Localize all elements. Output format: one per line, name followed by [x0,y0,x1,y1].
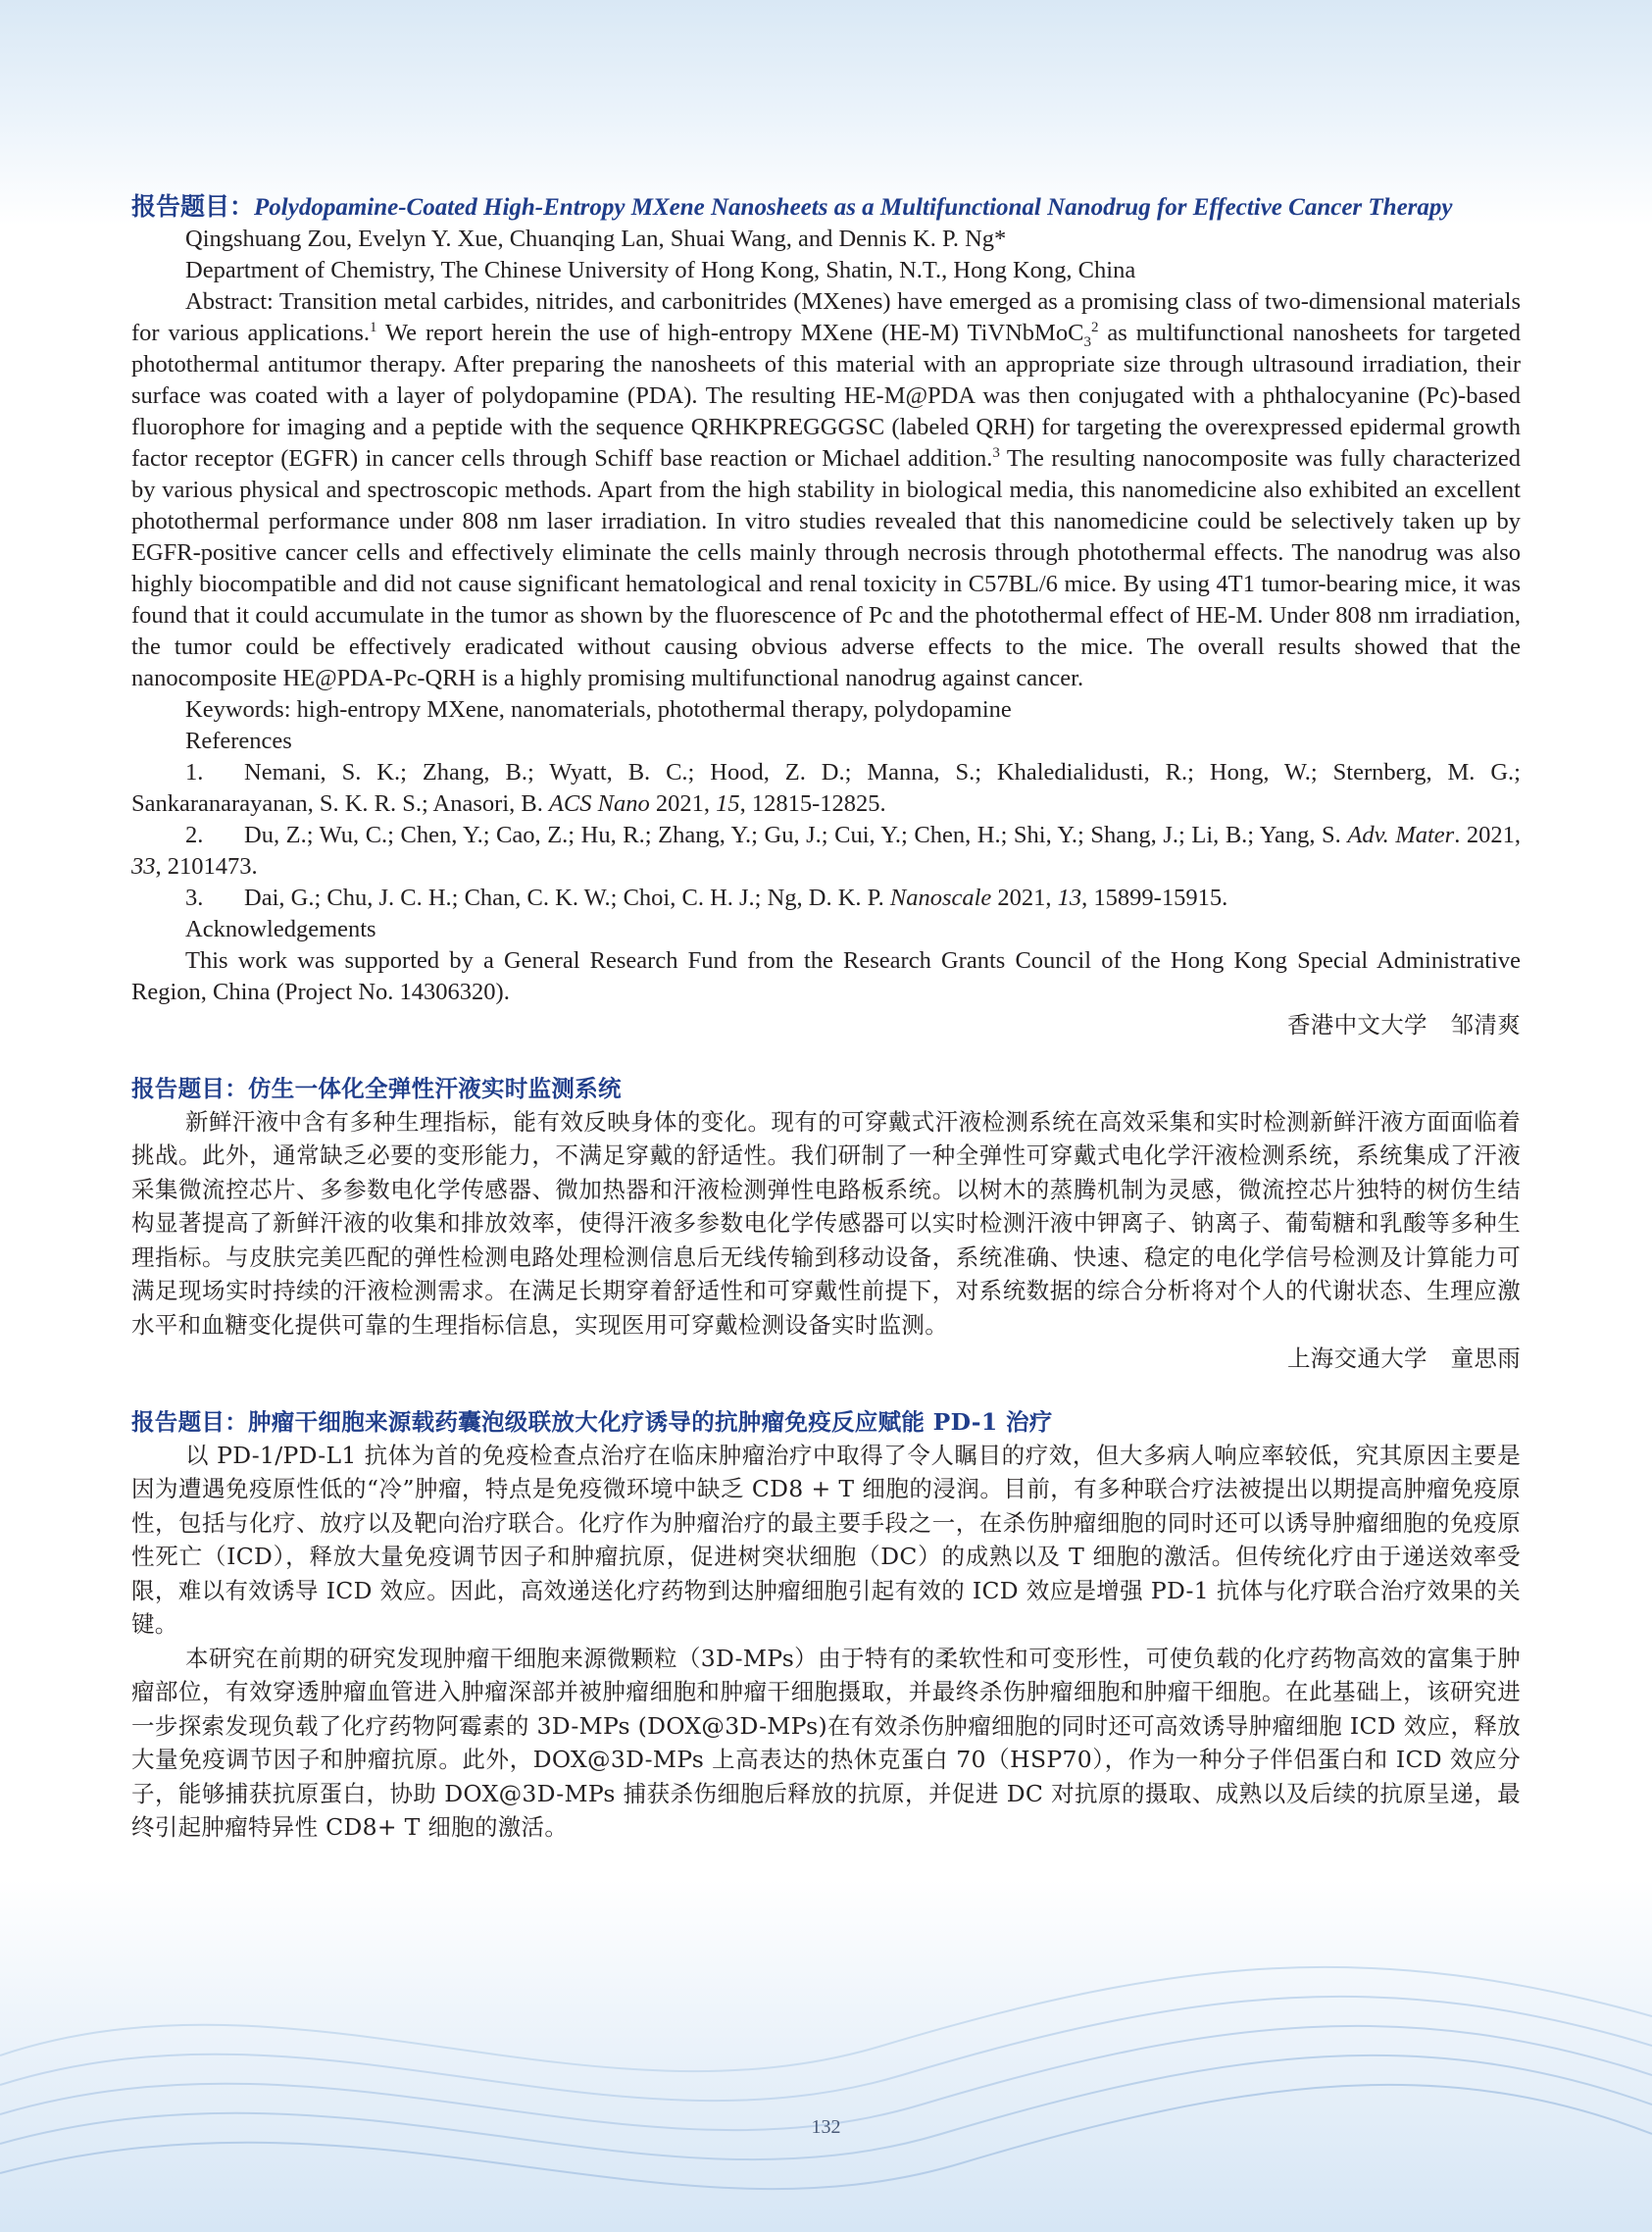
report-title [131,1072,1521,1105]
abstract-part: We report herein the use of high-entropy MXene (HE-M) TiVNbMoC [376,320,1084,346]
reference-item [131,883,1521,914]
reference-authors: Du, Z.; Wu, C.; Chen, Y.; Cao, Z.; Hu, R.; Zhang, Y.; Gu, J.; Cui, Y.; Chen, H.; Shi, Y.; Shang, J.; Li, B.; Yang, S. [244,822,1348,848]
footer-wave-decoration [0,1879,1652,2232]
reference-journal: Nanoscale [889,885,992,911]
abstract-part: The resulting nanocomposite was fully characterized by various physical and spectroscopic methods. Apart from the high stability in biological media, this nanomedicine also exhibited an excellent photothermal performance under 808 nm laser irradiation. In vitro studies revealed that this nanomedicine could be selectively taken up by EGFR-positive cancer cells and effectively eliminate the cells mainly through necrosis through photothermal effects. The nanodrug was also highly biocompatible and did not cause significant hematological and renal toxicity in C57BL/6 mice. By using 4T1 tumor-bearing mice, it was found that it could accumulate in the tumor as shown by the fluorescence of Pc and the photothermal effect of HE-M. Under 808 nm irradiation, the tumor could be effectively eradicated without causing obvious adverse effects to the mice. The overall results showed that the nanocomposite HE@PDA-Pc-QRH is a highly promising multifunctional nanodrug against cancer. [131,445,1521,691]
reference-year: 2021, [991,885,1058,911]
reference-number: 3. [185,885,204,911]
reference-pages: , 2101473. [155,853,258,880]
title-prefix: 报告题目： [131,1407,248,1436]
reference-authors: Dai, G.; Chu, J. C. H.; Chan, C. K. W.; Choi, C. H. J.; Ng, D. K. P. [244,885,890,911]
reference-volume: 33 [131,853,156,880]
abstract-part: Abstract: Transition metal carbides, nitrides, and carbonitrides (MXenes) have emerged as a promising class of two-dimensional materials for various applications. [131,288,1521,346]
acknowledgements-heading: Acknowledgements [185,916,376,942]
report-1 [131,192,1521,1042]
title-prefix: 报告题目： [131,1074,248,1102]
reference-item [131,820,1521,883]
department: Department of Chemistry, The Chinese University of Hong Kong, Shatin, N.T., Hong Kong, China [185,257,1136,283]
title-text: 仿生一体化全弹性汗液实时监测系统 [248,1074,622,1102]
page-content [131,192,1521,1845]
affiliation: 上海交通大学 童思雨 [1287,1344,1521,1372]
reference-pages: , 15899-15915. [1081,885,1228,911]
references-heading: References [185,728,292,754]
authors: Qingshuang Zou, Evelyn Y. Xue, Chuanqing Lan, Shuai Wang, and Dennis K. P. Ng* [185,226,1007,252]
reference-journal: Adv. Mater [1347,822,1455,848]
report-title [131,192,1521,224]
citation-sup: 2 [1090,319,1099,335]
affiliation: 香港中文大学 邹清爽 [1287,1011,1521,1039]
reference-year: 2021, [649,790,717,817]
title-text: 肿瘤干细胞来源载药囊泡级联放大化疗诱导的抗肿瘤免疫反应赋能 PD-1 治疗 [248,1407,1053,1436]
report-title [131,1405,1521,1439]
reference-number: 1. [185,759,204,786]
reference-journal: ACS Nano [548,790,650,817]
abstract [131,286,1521,694]
wave-lines [0,1879,1652,2232]
title-text: Polydopamine-Coated High-Entropy MXene Nanosheets as a Multifunctional Nanodrug for Effective Cancer Therapy [254,194,1453,221]
acknowledgements: This work was supported by a General Research Fund from the Research Grants Council of the Hong Kong Special Administrative Region, China (Project No. 14306320). [131,947,1521,1005]
reference-item [131,757,1521,820]
report-paragraph: 本研究在前期的研究发现肿瘤干细胞来源微颗粒（3D-MPs）由于特有的柔软性和可变形性，可使负载的化疗药物高效的富集于肿瘤部位，有效穿透肿瘤血管进入肿瘤深部并被肿瘤细胞和肿瘤干细胞摄取，并最终杀伤肿瘤细胞和肿瘤干细胞。在此基础上，该研究进一步探索发现负载了化疗药物阿霉素的 3D-MPs (DOX@3D-MPs)在有效杀伤肿瘤细胞的同时还可高效诱导肿瘤细胞 ICD 效应，释放大量免疫调节因子和肿瘤抗原。此外，DOX@3D-MPs 上高表达的热休克蛋白 70（HSP70），作为一种分子伴侣蛋白和 ICD 效应分子，能够捕获抗原蛋白，协助 DOX@3D-MPs 捕获杀伤细胞后释放的抗原，并促进 DC 对抗原的摄取、成熟以及后续的抗原呈递，最终引起肿瘤特异性 CD8+ T 细胞的激活。 [131,1644,1521,1841]
report-body: 新鲜汗液中含有多种生理指标，能有效反映身体的变化。现有的可穿戴式汗液检测系统在高效采集和实时检测新鲜汗液方面面临着挑战。此外，通常缺乏必要的变形能力，不满足穿戴的舒适性。我们研制了一种全弹性可穿戴式电化学汗液检测系统，系统集成了汗液采集微流控芯片、多参数电化学传感器、微加热器和汗液检测弹性电路板系统。以树木的蒸腾机制为灵感，微流控芯片独特的树仿生结构显著提高了新鲜汗液的收集和排放效率，使得汗液多参数电化学传感器可以实时检测汗液中钾离子、钠离子、葡萄糖和乳酸等多种生理指标。与皮肤完美匹配的弹性检测电路处理检测信息后无线传输到移动设备，系统准确、快速、稳定的电化学信号检测及计算能力可满足现场实时持续的汗液检测需求。在满足长期穿着舒适性和可穿戴性前提下，对系统数据的综合分析将对个人的代谢状态、生理应激水平和血糖变化提供可靠的生理指标信息，实现医用可穿戴检测设备实时监测。 [131,1107,1521,1339]
title-prefix: 报告题目： [131,194,255,221]
reference-authors: Nemani, S. K.; Zhang, B.; Wyatt, B. C.; Hood, Z. D.; Manna, S.; Khaledialidusti, R.; Hong, W.; Sternberg, M. G.; Sankaranarayanan, S. K. R. S.; Anasori, B. [131,759,1521,817]
citation-sup: 3 [992,444,1000,461]
reference-pages: , 12815-12825. [739,790,886,817]
reference-year: . 2021, [1454,822,1522,848]
keywords: Keywords: high-entropy MXene, nanomaterials, photothermal therapy, polydopamine [185,696,1012,723]
citation-sup: 1 [370,319,377,335]
report-2 [131,1072,1521,1376]
page-number: 132 [811,2116,841,2138]
reference-volume: 13 [1057,885,1082,911]
formula-sub: 3 [1083,333,1091,350]
reference-volume: 15 [716,790,740,817]
report-paragraph: 以 PD-1/PD-L1 抗体为首的免疫检查点治疗在临床肿瘤治疗中取得了令人瞩目的疗效，但大多病人响应率较低，究其原因主要是因为遭遇免疫原性低的“冷”肿瘤，特点是免疫微环境中缺乏 CD8 + T 细胞的浸润。目前，有多种联合疗法被提出以期提高肿瘤免疫原性，包括与化疗、放疗以及靶向治疗联合。化疗作为肿瘤治疗的最主要手段之一，在杀伤肿瘤细胞的同时还可以诱导肿瘤细胞的免疫原性死亡（ICD），释放大量免疫调节因子和肿瘤抗原，促进树突状细胞（DC）的成熟以及 T 细胞的激活。但传统化疗由于递送效率受限，难以有效诱导 ICD 效应。因此，高效递送化疗药物到达肿瘤细胞引起有效的 ICD 效应是增强 PD-1 抗体与化疗联合治疗效果的关键。 [131,1441,1521,1638]
abstract-part: as multifunctional nanosheets for targeted photothermal antitumor therapy. After preparing the nanosheets of this material with an appropriate size through ultrasound irradiation, their surface was coated with a layer of polydopamine (PDA). The resulting HE-M@PDA was then conjugated with a phthalocyanine (Pc)-based fluorophore for imaging and a peptide with the sequence QRHKPREGGGSC (labeled QRH) for targeting the overexpressed epidermal growth factor receptor (EGFR) in cancer cells through Schiff base reaction or Michael addition. [131,320,1522,472]
reference-number: 2. [185,822,204,848]
report-3 [131,1405,1521,1845]
